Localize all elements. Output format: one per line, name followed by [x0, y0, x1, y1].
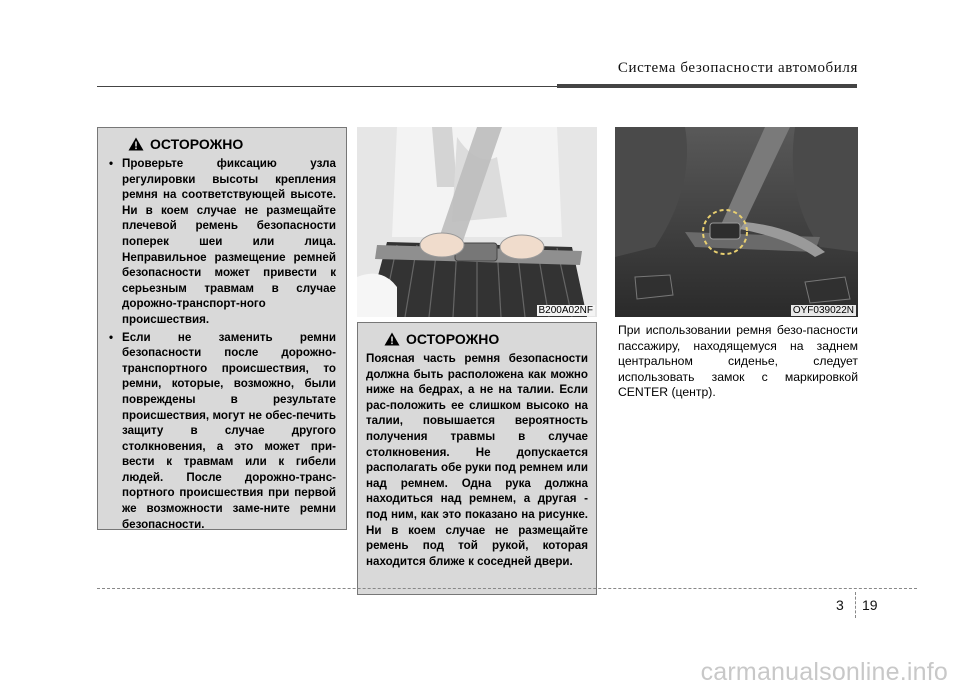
lap-belt-illustration: [357, 127, 597, 317]
warning-title-center: [384, 331, 588, 347]
warning-title-text: ОСТОРОЖНО: [406, 331, 500, 347]
warning-paragraph: Поясная часть ремня безопасности должна быть расположена как можно ниже на бедрах, а не на талии. Если рас-положить ее слишком высоко на талии, повышается вероятность получения травмы в случае столкновения. Не допускается располагать обе руки под ремнем или над ремнем. Одна рука должна находиться над ремнем, а другая - под ним, как это показано на рисунке. Ни в коем случае не размещайте ремень под той рукой, которая находится ближе к соседней двери.: [366, 352, 588, 568]
warning-title-left: [128, 136, 336, 152]
figure-code-left: B200A02NF: [538, 305, 593, 316]
section-number: 3: [836, 597, 844, 613]
header-rule-thick: [557, 84, 857, 88]
watermark: carmanualsonline.info: [700, 658, 948, 686]
figure-lap-belt: [357, 127, 597, 317]
page-number: 19: [862, 597, 878, 613]
warning-triangle-icon: [128, 137, 144, 151]
warning-title-text: ОСТОРОЖНО: [150, 136, 244, 152]
warning-item: • Проверьте фиксацию узла регулировки высоты крепления ремня на соответствующей высоте. Ни в коем случае не размещайте плечевой ремень безопасности поперек шеи или лица. Неправильное размещение ремней безопасности может привести к серьезным травмам в случае дорожно-транспорт-ного происшествия.: [108, 156, 336, 328]
center-buckle-illustration: [615, 127, 858, 317]
figure-code-right: OYF039022N: [792, 305, 854, 316]
warning-triangle-icon: [384, 332, 400, 346]
header-title: Система безопасности автомобиля: [617, 60, 858, 76]
warning-box-center: [357, 322, 597, 595]
footer-rule: [97, 588, 917, 589]
warning-item: • Если не заменить ремни безопасности после дорожно-транспортного происшествия, то ремни, которые, возможно, были повреждены в результате происшествия, могут не обес-печить защиту в случае другого столкновения, а это может при-вести к травмам или к гибели людей. После дорожно-транс-портного происшествия при первой же возможности заме-ните ремни безопасности.: [108, 330, 336, 533]
warning-box-left: [97, 127, 347, 530]
header-rule-thin: [97, 86, 557, 87]
body-paragraph: При использовании ремня безо-пасности пассажиру, находящемуся на заднем центральном сиденье, следует использовать замок с маркировкой CENTER (центр).: [618, 323, 858, 400]
page-separator: [855, 592, 856, 618]
figure-center-buckle: [615, 127, 858, 317]
warning-list-left: [108, 156, 336, 532]
